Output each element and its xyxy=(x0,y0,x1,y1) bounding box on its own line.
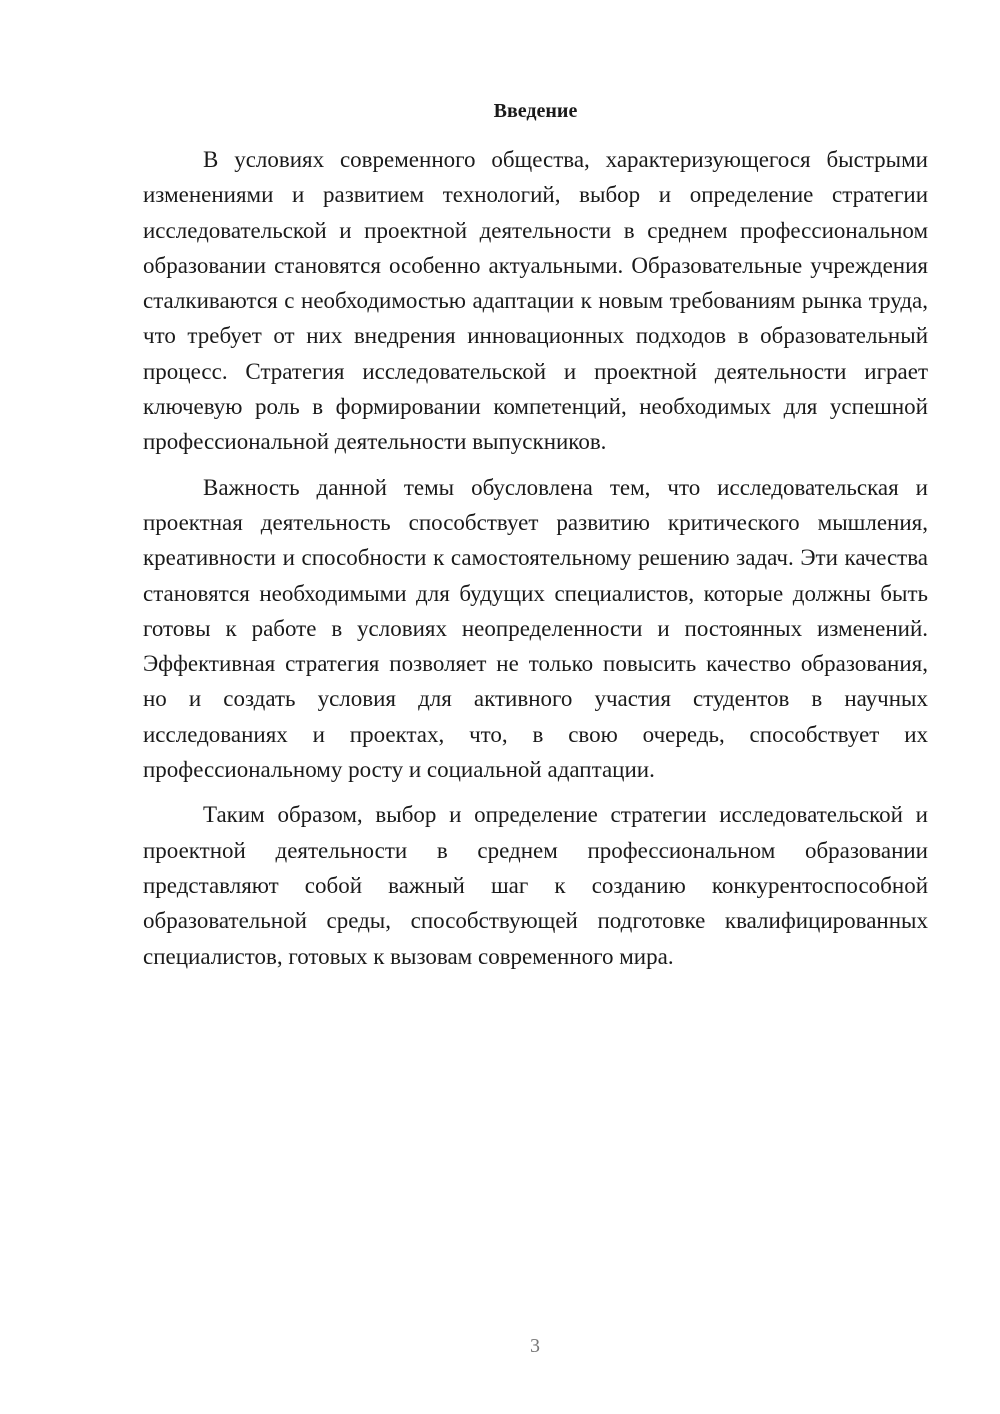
paragraph-1: В условиях современного общества, характеризующегося быстрыми изменениями и развитием технологий, выбор и определение стратегии исследовательской и проектной деятельности в среднем профессиональном образовании становятся особенно актуальными. Образовательные учреждения сталкиваются с необходимостью адаптации к новым требованиям рынка труда, что требует от них внедрения инновационных подходов в образовательный процесс. Стратегия исследовательской и проектной деятельности играет ключевую роль в формировании компетенций, необходимых для успешной профессиональной деятельности выпускников. xyxy=(143,147,928,455)
paragraph-3: Таким образом, выбор и определение стратегии исследовательской и проектной деятельности в среднем профессиональном образовании представляют собой важный шаг к созданию конкурентоспособной образовательной среды, способствующей подготовке квалифицированных специалистов, готовых к вызовам современного мира. xyxy=(143,802,928,969)
section-title: Введение xyxy=(493,100,578,122)
section-body xyxy=(143,142,928,974)
paragraph-2: Важность данной темы обусловлена тем, что исследовательская и проектная деятельность способствует развитию критического мышления, креативности и способности к самостоятельному решению задач. Эти качества становятся необходимыми для будущих специалистов, которые должны быть готовы к работе в условиях неопределенности и постоянных изменений. Эффективная стратегия позволяет не только повысить качество образования, но и создать условия для активного участия студентов в научных исследованиях и проектах, что, в свою очередь, способствует их профессиональному росту и социальной адаптации. xyxy=(143,474,928,783)
page-number: 3 xyxy=(530,1335,540,1357)
